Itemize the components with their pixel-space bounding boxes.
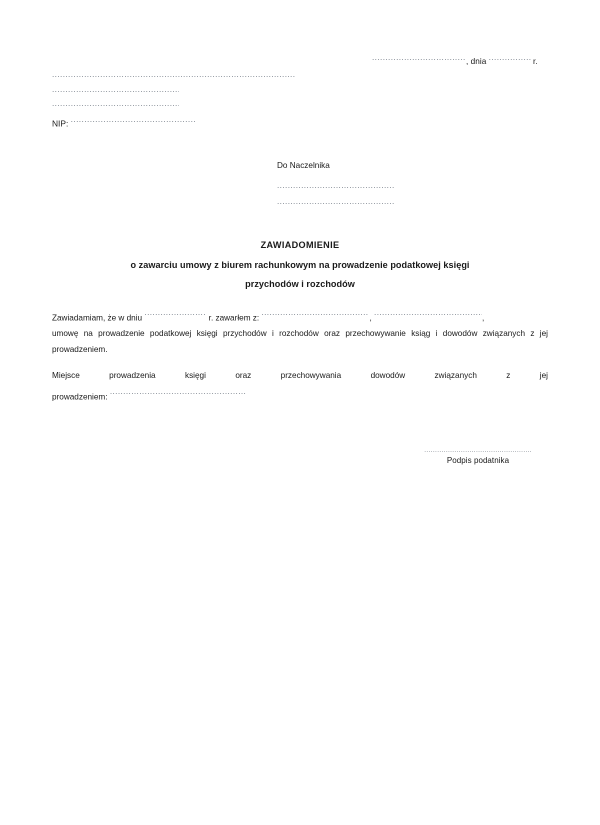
taxpayer-address-line-2 <box>52 97 352 112</box>
place-and-date-field <box>372 52 552 68</box>
location-word-7: związanych <box>434 371 477 380</box>
document-title-sub-line-2: przychodów i rozchodów <box>245 279 355 289</box>
location-word-2: prowadzenia <box>109 371 156 380</box>
location-value-dots <box>110 384 246 400</box>
location-word-9: jej <box>539 371 548 380</box>
nip-line <box>52 112 352 127</box>
document-title-main: ZAWIADOMIENIE <box>260 240 340 250</box>
location-line-justified <box>52 368 548 384</box>
taxpayer-name-dots <box>52 68 295 83</box>
location-word-3: księgi <box>184 371 206 380</box>
addressee-dots-2 <box>277 194 394 210</box>
addressee-dots-1 <box>277 178 394 194</box>
declaration-continuation-text: umowę na prowadzenie podatkowej księgi przychodów i rozchodów oraz przechowywanie ksiąg i dowodów związanych z jej prowadzeniem. <box>52 329 548 354</box>
declaration-intro-label: Zawiadamiam, że w dniu <box>52 313 143 323</box>
nip-label: NIP: <box>52 118 69 129</box>
document-title-block <box>52 236 548 295</box>
taxpayer-address-dots-2 <box>52 97 179 112</box>
declaration-date-dots <box>144 305 206 321</box>
location-word-1: Miejsce <box>52 371 80 380</box>
declaration-line <box>52 305 548 326</box>
location-value-line <box>52 384 548 405</box>
taxpayer-details-block <box>52 68 352 129</box>
counterparty-dots-1 <box>261 305 372 323</box>
location-word-4: oraz <box>235 371 252 380</box>
taxpayer-name-line <box>52 68 352 83</box>
location-word-8: z <box>506 371 511 380</box>
year-suffix-label: r. <box>533 57 538 66</box>
nip-dots <box>71 112 195 127</box>
taxpayer-address-dots-1 <box>52 83 179 98</box>
date-dots <box>489 52 531 64</box>
location-value-label: prowadzeniem: <box>52 392 108 402</box>
declaration-after-date-label: r. zawarłem z: <box>208 313 260 323</box>
addressee-line-2 <box>277 194 477 210</box>
taxpayer-address-line-1 <box>52 83 352 98</box>
declaration-continuation <box>52 326 548 357</box>
addressee-title: Do Naczelnika <box>277 161 330 170</box>
place-dots <box>372 52 466 64</box>
signature-label: Podpis podatnika <box>446 456 510 465</box>
date-word-label: , dnia <box>466 57 487 66</box>
signature-block <box>408 444 548 467</box>
signature-rule: .................................................. <box>424 445 532 454</box>
counterparty-separator-1: , <box>369 313 372 323</box>
counterparty-separator-2: , <box>482 313 485 323</box>
location-word-5: przechowywania <box>280 371 342 380</box>
body-paragraph-2 <box>52 368 548 405</box>
counterparty-dots-2 <box>374 305 485 323</box>
addressee-line-1 <box>277 178 477 194</box>
document-title-sub-line-1: o zawarciu umowy z biurem rachunkowym na prowadzenie podatkowej księgi <box>130 259 470 270</box>
body-paragraph-1 <box>52 305 548 357</box>
location-word-6: dowodów <box>370 371 406 380</box>
addressee-block <box>277 158 477 210</box>
